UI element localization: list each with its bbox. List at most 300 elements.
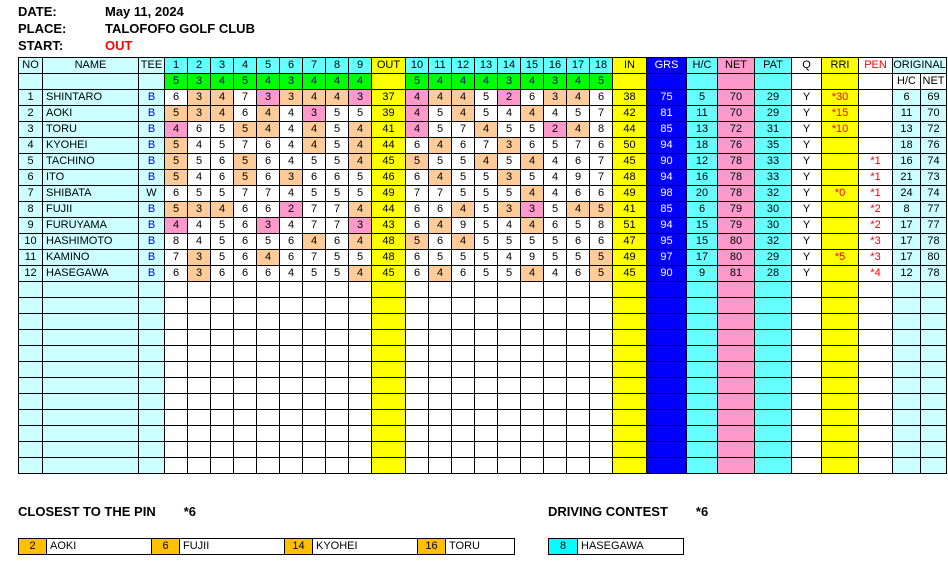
empty-cell[interactable]: [165, 362, 188, 378]
empty-cell[interactable]: [211, 314, 234, 330]
player-no[interactable]: 2: [19, 106, 43, 122]
score-cell[interactable]: 2: [498, 90, 521, 106]
score-cell[interactable]: 5: [544, 202, 567, 218]
score-cell[interactable]: 4: [567, 122, 590, 138]
score-cell[interactable]: 7: [234, 186, 257, 202]
score-cell[interactable]: 9: [452, 218, 475, 234]
empty-cell[interactable]: [755, 442, 792, 458]
score-cell[interactable]: 5: [452, 186, 475, 202]
empty-cell[interactable]: [893, 298, 921, 314]
empty-cell[interactable]: [590, 314, 613, 330]
empty-cell[interactable]: [590, 458, 613, 474]
empty-cell[interactable]: [19, 362, 43, 378]
contest-hole-number[interactable]: 6: [151, 538, 180, 555]
pen-cell[interactable]: [859, 106, 893, 122]
empty-cell[interactable]: [452, 362, 475, 378]
net-cell[interactable]: 80: [718, 250, 755, 266]
pat-cell[interactable]: 31: [755, 122, 792, 138]
rri-cell[interactable]: [822, 138, 859, 154]
empty-cell[interactable]: [613, 426, 647, 442]
empty-cell[interactable]: [452, 330, 475, 346]
contest-hole-number[interactable]: 16: [417, 538, 446, 555]
empty-cell[interactable]: [475, 458, 498, 474]
q-cell[interactable]: Y: [792, 266, 822, 282]
pat-cell[interactable]: 30: [755, 218, 792, 234]
empty-cell[interactable]: [234, 458, 257, 474]
score-cell[interactable]: 4: [349, 138, 372, 154]
empty-cell[interactable]: [567, 442, 590, 458]
empty-cell[interactable]: [590, 282, 613, 298]
contest-hole-number[interactable]: 14: [284, 538, 313, 555]
pat-cell[interactable]: 32: [755, 186, 792, 202]
empty-cell[interactable]: [326, 410, 349, 426]
empty-cell[interactable]: [165, 330, 188, 346]
empty-cell[interactable]: [687, 282, 718, 298]
orig-net-cell[interactable]: 74: [921, 186, 947, 202]
score-cell[interactable]: 5: [475, 234, 498, 250]
score-cell[interactable]: 6: [406, 218, 429, 234]
empty-cell[interactable]: [498, 314, 521, 330]
empty-cell[interactable]: [590, 394, 613, 410]
empty-cell[interactable]: [280, 426, 303, 442]
score-cell[interactable]: 5: [590, 250, 613, 266]
empty-cell[interactable]: [475, 314, 498, 330]
empty-cell[interactable]: [613, 314, 647, 330]
rri-cell[interactable]: [822, 266, 859, 282]
score-cell[interactable]: 6: [590, 186, 613, 202]
grs-cell[interactable]: 85: [647, 202, 687, 218]
hc-cell[interactable]: 9: [687, 266, 718, 282]
empty-cell[interactable]: [188, 282, 211, 298]
score-cell[interactable]: 6: [280, 250, 303, 266]
empty-cell[interactable]: [234, 378, 257, 394]
rri-cell[interactable]: [822, 234, 859, 250]
score-cell[interactable]: 4: [349, 266, 372, 282]
player-name[interactable]: TACHINO: [43, 154, 139, 170]
empty-cell[interactable]: [188, 330, 211, 346]
empty-cell[interactable]: [406, 378, 429, 394]
score-cell[interactable]: 5: [452, 170, 475, 186]
orig-net-cell[interactable]: 73: [921, 170, 947, 186]
empty-cell[interactable]: [188, 378, 211, 394]
score-cell[interactable]: 6: [590, 138, 613, 154]
empty-cell[interactable]: [211, 346, 234, 362]
net-cell[interactable]: 79: [718, 202, 755, 218]
score-cell[interactable]: 4: [303, 138, 326, 154]
empty-cell[interactable]: [211, 282, 234, 298]
pat-cell[interactable]: 28: [755, 266, 792, 282]
player-no[interactable]: 7: [19, 186, 43, 202]
empty-cell[interactable]: [921, 330, 947, 346]
empty-cell[interactable]: [544, 426, 567, 442]
score-cell[interactable]: 4: [429, 90, 452, 106]
score-cell[interactable]: 7: [429, 186, 452, 202]
score-cell[interactable]: 7: [567, 138, 590, 154]
score-cell[interactable]: 4: [498, 250, 521, 266]
out-total-cell[interactable]: 41: [372, 122, 406, 138]
player-name[interactable]: SHINTARO: [43, 90, 139, 106]
empty-cell[interactable]: [687, 362, 718, 378]
tee-cell[interactable]: B: [139, 234, 165, 250]
empty-cell[interactable]: [406, 426, 429, 442]
in-total-cell[interactable]: 42: [613, 106, 647, 122]
empty-cell[interactable]: [859, 442, 893, 458]
empty-cell[interactable]: [521, 378, 544, 394]
empty-cell[interactable]: [429, 362, 452, 378]
score-cell[interactable]: 6: [211, 170, 234, 186]
empty-cell[interactable]: [188, 346, 211, 362]
in-total-cell[interactable]: 44: [613, 122, 647, 138]
empty-cell[interactable]: [19, 330, 43, 346]
empty-cell[interactable]: [475, 362, 498, 378]
out-total-cell[interactable]: 44: [372, 202, 406, 218]
score-cell[interactable]: 4: [475, 154, 498, 170]
score-cell[interactable]: 7: [475, 138, 498, 154]
empty-cell[interactable]: [718, 346, 755, 362]
player-name[interactable]: HASHIMOTO: [43, 234, 139, 250]
empty-cell[interactable]: [139, 394, 165, 410]
player-no[interactable]: 11: [19, 250, 43, 266]
empty-cell[interactable]: [822, 442, 859, 458]
orig-net-cell[interactable]: 69: [921, 90, 947, 106]
empty-cell[interactable]: [406, 346, 429, 362]
empty-cell[interactable]: [234, 314, 257, 330]
score-cell[interactable]: 5: [326, 106, 349, 122]
pat-cell[interactable]: 29: [755, 250, 792, 266]
empty-cell[interactable]: [165, 426, 188, 442]
empty-cell[interactable]: [257, 410, 280, 426]
player-name[interactable]: AOKI: [43, 106, 139, 122]
grs-cell[interactable]: 94: [647, 218, 687, 234]
orig-hc-cell[interactable]: 6: [893, 90, 921, 106]
empty-cell[interactable]: [521, 330, 544, 346]
empty-cell[interactable]: [406, 330, 429, 346]
score-cell[interactable]: 4: [188, 218, 211, 234]
pen-cell[interactable]: *3: [859, 234, 893, 250]
score-cell[interactable]: 5: [475, 90, 498, 106]
score-cell[interactable]: 4: [211, 90, 234, 106]
empty-cell[interactable]: [567, 330, 590, 346]
empty-cell[interactable]: [429, 298, 452, 314]
empty-cell[interactable]: [165, 458, 188, 474]
score-cell[interactable]: 5: [590, 202, 613, 218]
score-cell[interactable]: 5: [165, 106, 188, 122]
score-cell[interactable]: 4: [188, 138, 211, 154]
empty-cell[interactable]: [165, 282, 188, 298]
empty-cell[interactable]: [139, 298, 165, 314]
empty-cell[interactable]: [687, 394, 718, 410]
empty-cell[interactable]: [521, 410, 544, 426]
empty-cell[interactable]: [326, 426, 349, 442]
empty-cell[interactable]: [211, 426, 234, 442]
empty-cell[interactable]: [43, 346, 139, 362]
empty-cell[interactable]: [188, 298, 211, 314]
empty-cell[interactable]: [165, 410, 188, 426]
empty-cell[interactable]: [647, 394, 687, 410]
empty-cell[interactable]: [859, 394, 893, 410]
empty-cell[interactable]: [43, 378, 139, 394]
empty-cell[interactable]: [755, 298, 792, 314]
score-cell[interactable]: 6: [211, 266, 234, 282]
score-cell[interactable]: 8: [165, 234, 188, 250]
empty-cell[interactable]: [521, 426, 544, 442]
empty-cell[interactable]: [498, 458, 521, 474]
grs-cell[interactable]: 94: [647, 170, 687, 186]
empty-cell[interactable]: [792, 458, 822, 474]
empty-cell[interactable]: [257, 282, 280, 298]
score-cell[interactable]: 5: [498, 154, 521, 170]
score-cell[interactable]: 4: [498, 106, 521, 122]
empty-cell[interactable]: [406, 362, 429, 378]
empty-cell[interactable]: [280, 282, 303, 298]
empty-cell[interactable]: [647, 298, 687, 314]
empty-cell[interactable]: [498, 298, 521, 314]
pat-cell[interactable]: 30: [755, 202, 792, 218]
player-name[interactable]: KYOHEI: [43, 138, 139, 154]
q-cell[interactable]: Y: [792, 154, 822, 170]
empty-cell[interactable]: [792, 394, 822, 410]
empty-cell[interactable]: [303, 330, 326, 346]
empty-cell[interactable]: [326, 458, 349, 474]
score-cell[interactable]: 6: [234, 250, 257, 266]
score-cell[interactable]: 4: [280, 138, 303, 154]
empty-cell[interactable]: [544, 314, 567, 330]
empty-cell[interactable]: [188, 314, 211, 330]
empty-cell[interactable]: [452, 346, 475, 362]
empty-cell[interactable]: [687, 442, 718, 458]
score-cell[interactable]: 5: [303, 186, 326, 202]
empty-cell[interactable]: [429, 410, 452, 426]
empty-cell[interactable]: [822, 282, 859, 298]
empty-cell[interactable]: [893, 394, 921, 410]
empty-cell[interactable]: [43, 298, 139, 314]
score-cell[interactable]: 5: [165, 170, 188, 186]
pen-cell[interactable]: *4: [859, 266, 893, 282]
empty-cell[interactable]: [234, 282, 257, 298]
empty-cell[interactable]: [859, 410, 893, 426]
hc-cell[interactable]: 12: [687, 154, 718, 170]
grs-cell[interactable]: 85: [647, 122, 687, 138]
empty-cell[interactable]: [139, 314, 165, 330]
empty-cell[interactable]: [429, 442, 452, 458]
empty-cell[interactable]: [521, 394, 544, 410]
score-cell[interactable]: 5: [475, 250, 498, 266]
empty-cell[interactable]: [19, 282, 43, 298]
score-cell[interactable]: 3: [303, 106, 326, 122]
orig-hc-cell[interactable]: 12: [893, 266, 921, 282]
empty-cell[interactable]: [452, 298, 475, 314]
score-cell[interactable]: 5: [567, 218, 590, 234]
out-total-cell[interactable]: 48: [372, 234, 406, 250]
pat-cell[interactable]: 29: [755, 106, 792, 122]
score-cell[interactable]: 4: [326, 90, 349, 106]
score-cell[interactable]: 5: [406, 154, 429, 170]
empty-cell[interactable]: [257, 378, 280, 394]
score-cell[interactable]: 5: [544, 250, 567, 266]
empty-cell[interactable]: [792, 426, 822, 442]
empty-cell[interactable]: [544, 362, 567, 378]
empty-cell[interactable]: [372, 442, 406, 458]
empty-cell[interactable]: [755, 330, 792, 346]
score-cell[interactable]: 7: [590, 154, 613, 170]
empty-cell[interactable]: [165, 298, 188, 314]
orig-net-cell[interactable]: 78: [921, 234, 947, 250]
empty-cell[interactable]: [19, 314, 43, 330]
score-cell[interactable]: 5: [211, 138, 234, 154]
rri-cell[interactable]: [822, 170, 859, 186]
empty-cell[interactable]: [792, 346, 822, 362]
q-cell[interactable]: Y: [792, 250, 822, 266]
score-cell[interactable]: 5: [475, 202, 498, 218]
empty-cell[interactable]: [687, 426, 718, 442]
empty-cell[interactable]: [792, 282, 822, 298]
player-no[interactable]: 9: [19, 218, 43, 234]
player-no[interactable]: 12: [19, 266, 43, 282]
score-cell[interactable]: 4: [211, 202, 234, 218]
empty-cell[interactable]: [590, 378, 613, 394]
score-cell[interactable]: 7: [303, 202, 326, 218]
score-cell[interactable]: 2: [544, 122, 567, 138]
empty-cell[interactable]: [859, 378, 893, 394]
hc-cell[interactable]: 16: [687, 170, 718, 186]
player-name[interactable]: FUJII: [43, 202, 139, 218]
empty-cell[interactable]: [406, 442, 429, 458]
empty-cell[interactable]: [326, 378, 349, 394]
empty-cell[interactable]: [303, 314, 326, 330]
player-no[interactable]: 5: [19, 154, 43, 170]
score-cell[interactable]: 5: [406, 234, 429, 250]
empty-cell[interactable]: [859, 362, 893, 378]
empty-cell[interactable]: [718, 314, 755, 330]
score-cell[interactable]: 7: [303, 250, 326, 266]
score-cell[interactable]: 7: [326, 218, 349, 234]
pen-cell[interactable]: *1: [859, 170, 893, 186]
empty-cell[interactable]: [257, 458, 280, 474]
score-cell[interactable]: 7: [234, 138, 257, 154]
score-cell[interactable]: 6: [452, 138, 475, 154]
score-cell[interactable]: 5: [349, 106, 372, 122]
empty-cell[interactable]: [234, 394, 257, 410]
empty-cell[interactable]: [544, 458, 567, 474]
empty-cell[interactable]: [406, 458, 429, 474]
score-cell[interactable]: 4: [280, 106, 303, 122]
score-cell[interactable]: 5: [544, 138, 567, 154]
net-cell[interactable]: 81: [718, 266, 755, 282]
score-cell[interactable]: 3: [498, 138, 521, 154]
empty-cell[interactable]: [372, 346, 406, 362]
empty-cell[interactable]: [755, 410, 792, 426]
score-cell[interactable]: 5: [326, 138, 349, 154]
empty-cell[interactable]: [19, 458, 43, 474]
empty-cell[interactable]: [590, 346, 613, 362]
empty-cell[interactable]: [211, 410, 234, 426]
empty-cell[interactable]: [234, 426, 257, 442]
orig-hc-cell[interactable]: 18: [893, 138, 921, 154]
orig-net-cell[interactable]: 78: [921, 266, 947, 282]
empty-cell[interactable]: [234, 298, 257, 314]
empty-cell[interactable]: [139, 378, 165, 394]
score-cell[interactable]: 9: [567, 170, 590, 186]
hc-cell[interactable]: 11: [687, 106, 718, 122]
empty-cell[interactable]: [567, 394, 590, 410]
empty-cell[interactable]: [921, 410, 947, 426]
empty-cell[interactable]: [792, 442, 822, 458]
rri-cell[interactable]: [822, 218, 859, 234]
player-name[interactable]: SHIBATA: [43, 186, 139, 202]
empty-cell[interactable]: [19, 442, 43, 458]
empty-cell[interactable]: [211, 378, 234, 394]
empty-cell[interactable]: [590, 298, 613, 314]
score-cell[interactable]: 4: [349, 234, 372, 250]
empty-cell[interactable]: [429, 346, 452, 362]
empty-cell[interactable]: [349, 458, 372, 474]
empty-cell[interactable]: [921, 442, 947, 458]
empty-cell[interactable]: [822, 458, 859, 474]
empty-cell[interactable]: [349, 442, 372, 458]
score-cell[interactable]: 5: [567, 106, 590, 122]
tee-cell[interactable]: B: [139, 170, 165, 186]
score-cell[interactable]: 4: [406, 106, 429, 122]
score-cell[interactable]: 4: [544, 186, 567, 202]
empty-cell[interactable]: [567, 314, 590, 330]
empty-cell[interactable]: [372, 394, 406, 410]
score-cell[interactable]: 5: [211, 250, 234, 266]
score-cell[interactable]: 5: [188, 186, 211, 202]
empty-cell[interactable]: [521, 282, 544, 298]
empty-cell[interactable]: [792, 330, 822, 346]
empty-cell[interactable]: [498, 330, 521, 346]
empty-cell[interactable]: [43, 442, 139, 458]
tee-cell[interactable]: B: [139, 266, 165, 282]
q-cell[interactable]: Y: [792, 170, 822, 186]
empty-cell[interactable]: [792, 362, 822, 378]
hc-cell[interactable]: 20: [687, 186, 718, 202]
out-total-cell[interactable]: 46: [372, 170, 406, 186]
empty-cell[interactable]: [647, 442, 687, 458]
empty-cell[interactable]: [326, 362, 349, 378]
q-cell[interactable]: Y: [792, 234, 822, 250]
empty-cell[interactable]: [280, 458, 303, 474]
empty-cell[interactable]: [257, 314, 280, 330]
out-total-cell[interactable]: 49: [372, 186, 406, 202]
empty-cell[interactable]: [349, 362, 372, 378]
out-total-cell[interactable]: 44: [372, 138, 406, 154]
score-cell[interactable]: 6: [211, 154, 234, 170]
score-cell[interactable]: 4: [521, 266, 544, 282]
score-cell[interactable]: 5: [234, 122, 257, 138]
empty-cell[interactable]: [822, 314, 859, 330]
empty-cell[interactable]: [893, 410, 921, 426]
score-cell[interactable]: 4: [406, 122, 429, 138]
orig-hc-cell[interactable]: 16: [893, 154, 921, 170]
empty-cell[interactable]: [188, 394, 211, 410]
empty-cell[interactable]: [188, 458, 211, 474]
score-cell[interactable]: 4: [303, 122, 326, 138]
out-total-cell[interactable]: 48: [372, 250, 406, 266]
score-cell[interactable]: 6: [165, 266, 188, 282]
score-cell[interactable]: 3: [188, 202, 211, 218]
empty-cell[interactable]: [349, 314, 372, 330]
score-cell[interactable]: 3: [544, 90, 567, 106]
score-cell[interactable]: 4: [211, 106, 234, 122]
pen-cell[interactable]: *2: [859, 202, 893, 218]
score-cell[interactable]: 6: [544, 218, 567, 234]
pen-cell[interactable]: [859, 138, 893, 154]
hc-cell[interactable]: 15: [687, 218, 718, 234]
score-cell[interactable]: 5: [452, 250, 475, 266]
empty-cell[interactable]: [326, 394, 349, 410]
q-cell[interactable]: Y: [792, 202, 822, 218]
